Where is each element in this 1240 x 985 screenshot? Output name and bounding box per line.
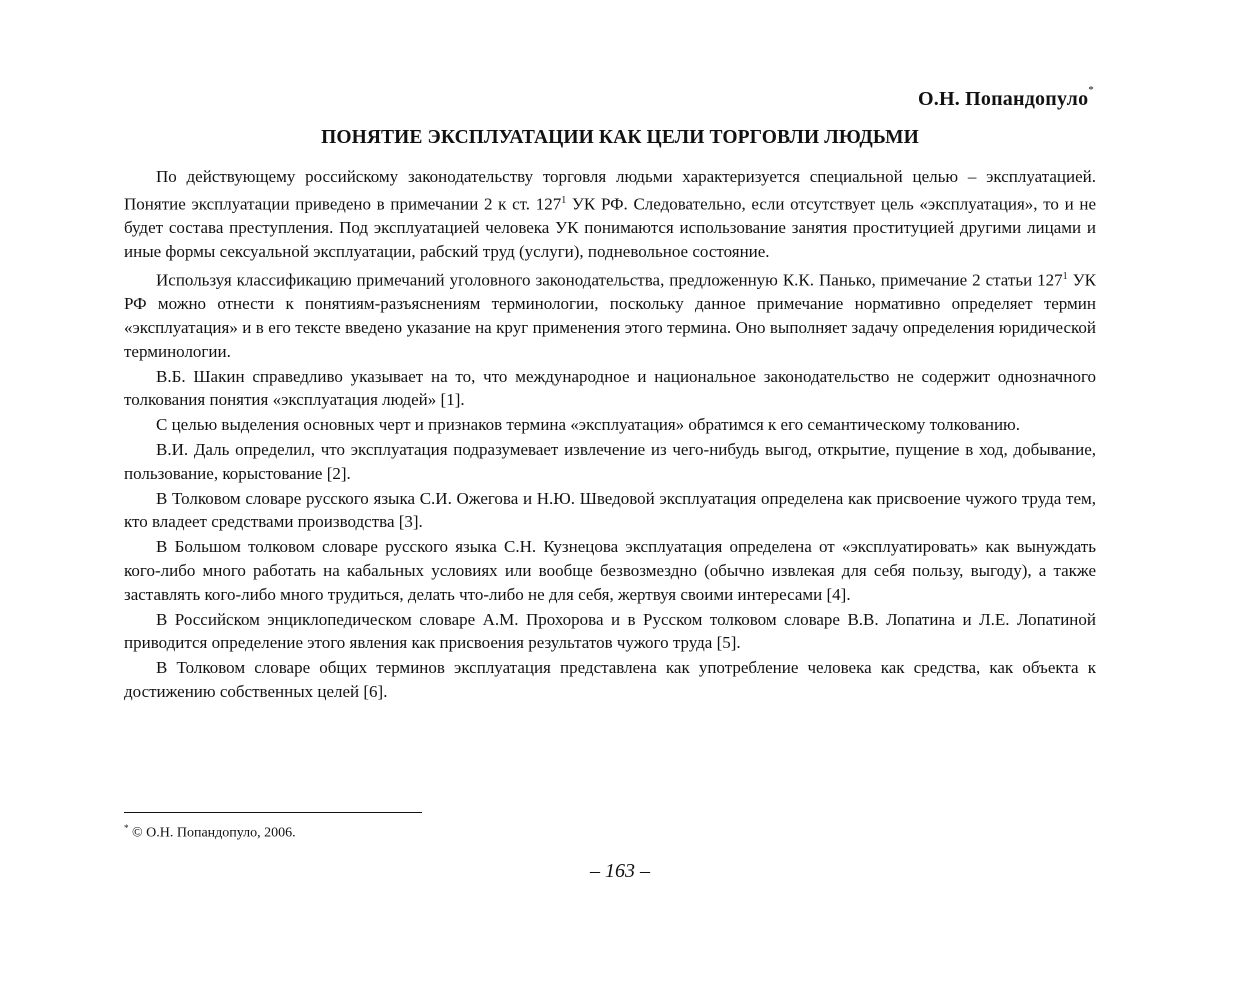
article-body <box>124 165 1096 705</box>
paragraph: В.Б. Шакин справедливо указывает на то, что международное и национальное законодательство не содержит однозначного толкования понятия «эксплуатация людей» [1]. <box>124 366 1096 410</box>
footnote-text: © О.Н. Попандопуло, 2006. <box>132 825 296 841</box>
paragraph: Используя классификацию примечаний уголовного законодательства, предложенную К.К. Панько, примечание 2 статьи $127^1$ УК РФ можно отнести к понятиям-разъяснениям терминологии, поскольку данное примечание нормативно определяет термин «эксплуатация» и в его тексте введено указание на круг применения этого термина. Оно выполняет задачу определения юридической терминологии. <box>124 270 1096 361</box>
paragraph: В Толковом словаре общих терминов эксплуатация представлена как употребление человека как средства, как объекта к достижению собственных целей [6]. <box>124 658 1096 702</box>
footnote <box>124 823 296 842</box>
footnote-divider <box>124 812 422 813</box>
article-title: ПОНЯТИЕ ЭКСПЛУАТАЦИИ КАК ЦЕЛИ ТОРГОВЛИ ЛЮДЬМИ <box>321 127 919 148</box>
author-footnote-mark: * <box>1088 84 1094 97</box>
paragraph: В.И. Даль определил, что эксплуатация подразумевает извлечение из чего-нибудь выгод, открытие, пущение в ход, добывание, пользование, корыстование [2]. <box>124 440 1096 483</box>
paragraph: В Толковом словаре русского языка С.И. Ожегова и Н.Ю. Шведовой эксплуатация определена как присвоение чужого труда тем, кто владеет средствами производства [3]. <box>124 488 1096 532</box>
page-number: – 163 – <box>590 860 650 882</box>
author-text: О.Н. Попандопуло <box>918 88 1089 110</box>
paragraph: В Российском энциклопедическом словаре А.М. Прохорова и в Русском толковом словаре В.В. Лопатина и Л.Е. Лопатиной приводится определение этого явления как присвоения результатов чужого труда [5]. <box>124 609 1096 653</box>
paragraph: С целью выделения основных черт и признаков термина «эксплуатация» обратимся к его семантическому толкованию. <box>156 415 1021 435</box>
footnote-mark: * <box>124 823 129 833</box>
paragraph: В Большом толковом словаре русского языка С.Н. Кузнецова эксплуатация определена от «эксплуатировать» как вынуждать кого-либо много работать на кабальных условиях или вообще безвозмездно (обычно извлекая для себя пользу, выгоду), а также заставлять кого-либо много трудиться, делать что-либо не для себя, жертвуя своими интересами [4]. <box>124 537 1096 604</box>
paragraph: По действующему российскому законодательству торговля людьми характеризуется специальной целью – эксплуатацией. Понятие эксплуатации приведено в примечании 2 к ст. $127^1$ УК РФ. Следовательно, если отсутствует цель «эксплуатация», то и не будет состава преступления. Под эксплуатацией человека УК понимаются использование занятия проституцией другими лицами и иные формы сексуальной эксплуатации, рабский труд (услуги), подневольное состояние. <box>124 167 1096 262</box>
author-name <box>918 84 1094 111</box>
